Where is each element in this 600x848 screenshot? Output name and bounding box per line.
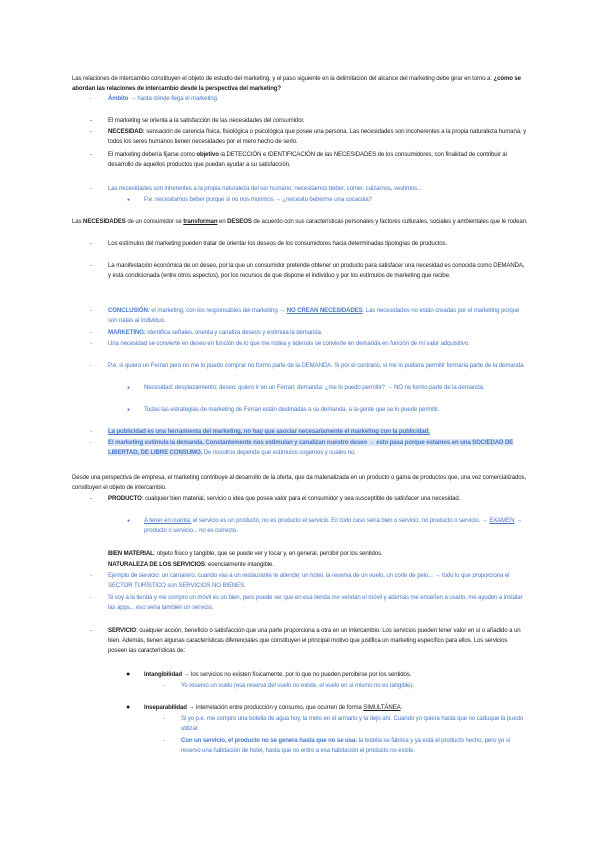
dash-bullet: - [90, 628, 92, 634]
dash-bullet: - [90, 308, 92, 314]
empresa-text: Desde una perspectiva de empresa, el marketing contribuye al desarrollo de la oferta, que da materializada en un producto o gama de productos que, una vez comercializados, constituyen el objeto de intercambio. [72, 474, 527, 491]
ambito-item [108, 94, 528, 104]
bien-material-term: BIEN MATERIAL [108, 550, 154, 557]
list-item-text: P.e. si quiero un Ferrari pero no me lo puedo comprar no formo parte de la DEMANDA. Si por el contrario, si me lo pudiera permitir formaría parte de la demanda. [108, 362, 525, 369]
ambito-term: Ámbito [108, 95, 129, 102]
dash-bullet: - [90, 118, 92, 124]
objetivo-item [108, 150, 528, 170]
text-run: en [217, 218, 228, 225]
marketing-def-item [108, 328, 528, 338]
ambito-text: → hasta dónde llega el marketing. [128, 95, 219, 102]
dot-bullet: ● [127, 407, 131, 413]
text-run: : esencialmente intangible. [204, 561, 274, 568]
list-item-text: Los estímulos del marketing pueden tratar de orientar los deseos de los consumidores hacia determinadas tipologías de productos. [108, 240, 447, 247]
estimula-item [108, 438, 528, 458]
tener-cuenta-item [144, 516, 528, 536]
list-item-text: Necesidad: desplazamiento; deseo: quiero ir en un Ferrari; demanda: ¿me lo puedo permitir? → NO no formo parte de la demanda. [144, 384, 485, 391]
dash-bullet: - [163, 738, 165, 744]
objetivo-post: la DETECCIÓN e IDENTIFICACIÓN de las NECESIDADES de los consumidores, con finalidad de contribuir al desarrollo de aquellos productos que puedan ayudar a su satisfacción. [108, 151, 507, 168]
list-item-text: Si voy a la tienda y me compro un móvil es un bien, pero puede ser que en esa tienda me vendan el móvil y además me enseñen a usarlo, me ayuden a instalar las apps... eso sería también un servicio. [108, 594, 523, 611]
dot-bullet: ● [127, 197, 131, 203]
text-run: el servicio es un producto, no es producto el servicio. En todo caso sería bien o servicio, no producto o servicio. → [191, 517, 490, 524]
text-run: el marketing, con los responsables del marketing → [149, 307, 287, 314]
text-run: : cualquier acción, beneficio o satisfacción que una parte proporciona a otra en un intercambio. Los servicios pueden tener valor en sí o añadido a un bien. Además, tienen algunas características diferenciales que constituyen el principal motivo que justifica un marketing específico para ellos. Los servicios poseen las características de: [108, 627, 521, 654]
examen-label: EXAMEN [489, 517, 515, 524]
inseparabilidad-item [144, 703, 528, 713]
text-run: . [400, 704, 403, 711]
list-item-text: Ejemplo de servicio: un camarero, cuando vas a un restaurante te atiende; un hotel, la reserva de un vuelo, un corte de pelo... → todo lo que proporciona el SECTOR TURÍSTICO son SERVICIOS NO BIENES. [108, 572, 510, 589]
empresa-paragraph [72, 473, 528, 493]
conclusion-item [108, 306, 528, 326]
ferrari-sub-item [144, 405, 528, 415]
text-run: → interrelación entre producción y consumo, que ocurren de forma [186, 704, 364, 711]
needs-paragraph [72, 217, 528, 227]
list-item-text: El marketing se orienta a la satisfacción de las necesidades del consumidor. [108, 117, 305, 124]
dot-bullet: ● [127, 518, 131, 524]
transforman-underlined: transforman [183, 218, 218, 225]
text-run: la botella se fabrica y ya está el producto hecho, pero yo si reservo una habitación de hotel, hasta que no entro a esa habitación el producto no existe. [181, 737, 510, 754]
dash-bullet: - [90, 573, 92, 579]
text-run: De nosotros depende qué estímulos cogemos y cuales no. [202, 449, 356, 456]
necesidades-ejemplo [144, 195, 528, 205]
intangibilidad-term: Intangibilidad [144, 671, 182, 678]
intro-paragraph [72, 74, 528, 94]
publicidad-item [108, 427, 528, 437]
dash-bullet: - [90, 263, 92, 269]
intangibilidad-item [144, 670, 528, 680]
dash-bullet: - [90, 129, 92, 135]
text-run: Las [72, 218, 84, 225]
dash-bullet: - [90, 595, 92, 601]
producto-item [108, 494, 528, 504]
dash-bullet: - [163, 716, 165, 722]
list-item [108, 339, 528, 349]
dash-bullet: - [163, 683, 165, 689]
marketing-term: MARKETING: [108, 329, 146, 336]
list-item [108, 116, 528, 126]
text-run: → producto o servicio... no es correcto. [144, 517, 522, 534]
bien-material-line [108, 549, 528, 559]
dash-bullet: - [90, 440, 92, 446]
text-run: : cualquier bien material, servicio o idea que posea valor para el consumidor y sea susceptible de satisfacer una necesidad. [141, 495, 461, 502]
inseparabilidad-sub [181, 736, 528, 756]
servicio-bold: Con un servicio, el producto no se genera hasta que no se usa: [181, 737, 358, 744]
tener-cuenta-label: A tener en cuenta: [144, 517, 192, 524]
intangibilidad-sub [181, 681, 528, 691]
dash-bullet: - [90, 496, 92, 502]
intro-question: ¿cómo se abordan las relaciones de intercambio desde la perspectiva del marketing? [72, 75, 521, 92]
list-item [108, 571, 528, 591]
producto-term: PRODUCTO [108, 495, 142, 502]
naturaleza-line [108, 560, 528, 570]
no-crean-underlined: NO CREAN NECESIDADES [286, 307, 363, 314]
list-item-text: Yo reservo un vuelo (esa reserva del vuelo no existe, el vuelo en sí mismo no es tangible). [181, 682, 414, 689]
servicio-item [108, 626, 528, 656]
list-item [108, 239, 528, 249]
blue-sub-text: P.e. necesitamos beber porque si no nos morimos → ¿necesito beberme una cocacola? [144, 196, 372, 203]
deseos-bold: DESEOS [227, 218, 252, 225]
dash-bullet: - [90, 429, 92, 435]
dash-bullet: - [90, 96, 92, 102]
text-run: : objeto físico y tangible, que se puede ver y tocar y, en general, percibir por los sentidos. [153, 550, 383, 557]
list-item [108, 261, 528, 281]
conclusion-term: CONCLUSIÓN: [108, 307, 150, 314]
publicidad-text: La publicidad es una herramienta del marketing, no hay que asociar necesariamente el marketing con la publicidad. [108, 428, 430, 435]
list-item [108, 361, 528, 371]
necesidad-item [108, 127, 528, 147]
naturaleza-term: NATURALEZA DE LOS SERVICIOS [108, 561, 205, 568]
necesidades-bold: NECESIDADES [83, 218, 126, 225]
dash-bullet: - [90, 330, 92, 336]
dash-bullet: - [90, 241, 92, 247]
simultanea-underlined: SIMULTÁNEA [363, 704, 401, 711]
text-run: de acuerdo con sus características personales y factores culturales, sociales y ambientales que le rodean. [251, 218, 528, 225]
ferrari-sub-item [144, 383, 528, 393]
dash-bullet: - [90, 341, 92, 347]
inseparabilidad-term: Inseparabilidad [144, 704, 187, 711]
necesidad-term: NECESIDAD: [108, 128, 145, 135]
dot-bullet: ● [126, 704, 131, 711]
dot-bullet: ● [126, 671, 131, 678]
dash-bullet: - [90, 152, 92, 158]
dash-bullet: - [90, 363, 92, 369]
list-item-text: La manifestación económica de un deseo, por la que un consumidor pretende obtener un producto para satisfacer una necesidad es conocida como DEMANDA, y está condicionada (entre otros aspectos), por los recursos de que dispone el individuo y por los estímulos de marketing que recibe. [108, 262, 525, 279]
list-item-text: Una necesidad se convierte en deseo en función de lo que me rodea y además se convierte en demanda en función de mi valor adquisitivo. [108, 340, 470, 347]
objetivo-pre: El marketing debería fijarse como [108, 151, 197, 158]
list-item-text: Todas las estrategias de marketing de Ferrari están destinadas a su demanda, a la gente que se lo puede permitir. [144, 406, 440, 413]
servicio-term: SERVICIO [108, 627, 137, 634]
list-item-text: Si yo p.e. me compro una botella de agua hoy, la meto en el armario y la dejo ahí. Cuando yo quiera hasta que no caduque la puedo utilizar. [181, 715, 524, 732]
intro-text: Las relaciones de intercambio constituyen el objeto de estudio del marketing, y el paso siguiente en la delimitación del alcance del marketing debe girar en torno a: [72, 75, 494, 82]
blue-text: Las necesidades son inherentes a la propia naturaleza del ser humano: necesitamos beber, comer, calzarnos, vestirnos... [108, 185, 422, 192]
estimula-bold: El marketing estimula la demanda. Constantemente nos estimulan y canalizan nuestro deseo → esto pasa porque estamos en una SOCIEDAD DE LIBERTAD, DE LIBRE CONSUMO. [108, 439, 514, 456]
necesidad-text: sensación de carencia física, fisiológica o psicológica que posee una persona. Las necesidades son incoherentes a la propia naturaleza humana, y todos los seres humanos tienen necesidades por el mero hecho de serlo. [108, 128, 527, 145]
dash-bullet: - [90, 186, 92, 192]
text-run: de un consumidor se [125, 218, 184, 225]
necesidades-inherentes [108, 184, 528, 194]
text-run: . Las necesidades no están creadas por el marketing porque son natas al individuo. [108, 307, 520, 324]
dot-bullet: ● [127, 385, 131, 391]
list-item [108, 593, 528, 613]
objetivo-bold: objetivo [196, 151, 219, 158]
text-run: identifica señales, orienta y canaliza deseos y estimula la demanda. [145, 329, 323, 336]
text-run: → los servicios no existen físicamente, por lo que no pueden percibirse por los sentidos. [181, 671, 412, 678]
inseparabilidad-sub [181, 714, 528, 734]
